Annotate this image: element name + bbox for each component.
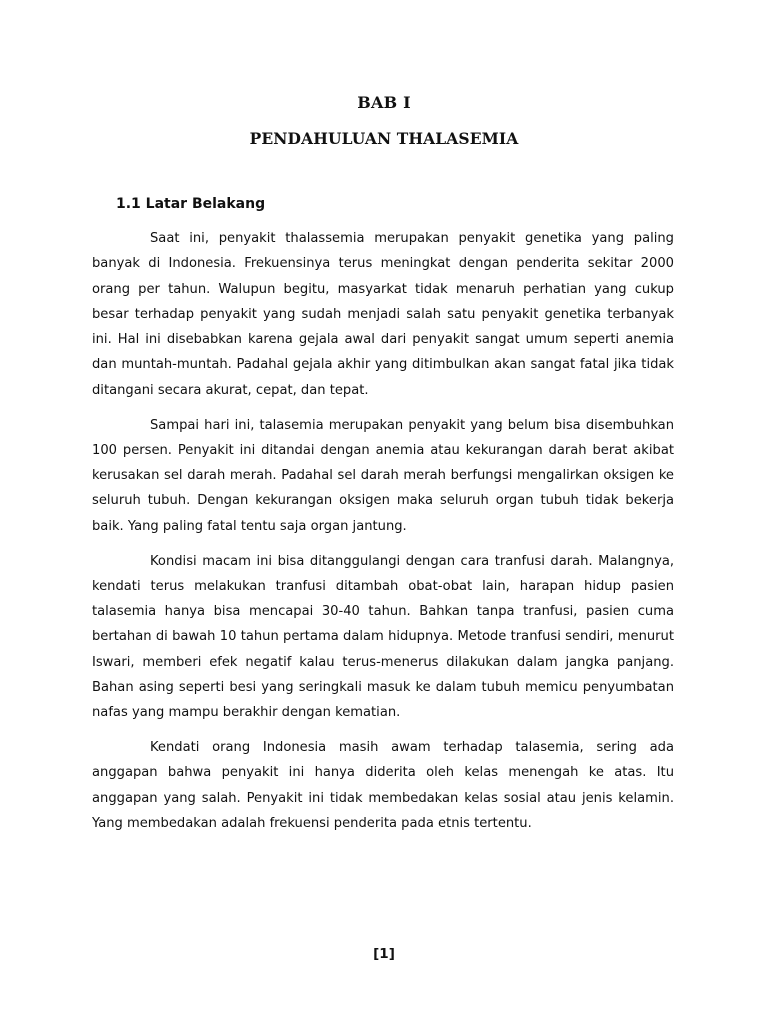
page-number: [1] [373,946,395,962]
paragraph: Saat ini, penyakit thalassemia merupakan penyakit genetika yang paling banyak di Indonesia. Frekuensinya terus meningkat dengan penderita sekitar 2000 orang per tahun. Walupun begitu, masyarkat tidak menaruh perhatian yang cukup besar terhadap penyakit yang sudah menjadi salah satu penyakit genetika terbanyak ini. Hal ini disebabkan karena gejala awal dari penyakit sangat umum seperti anemia dan muntah-muntah. Padahal gejala akhir yang ditimbulkan akan sangat fatal jika tidak ditangani secara akurat, cepat, dan tepat. [92,231,674,398]
section-heading: 1.1 Latar Belakang [116,196,266,212]
paragraph: Sampai hari ini, talasemia merupakan penyakit yang belum bisa disembuhkan 100 persen. Penyakit ini ditandai dengan anemia atau kekurangan darah berat akibat kerusakan sel darah merah. Padahal sel darah merah berfungsi mengalirkan oksigen ke seluruh tubuh. Dengan kekurangan oksigen maka seluruh organ tubuh tidak bekerja baik. Yang paling fatal tentu saja organ jantung. [92,417,674,534]
chapter-label: BAB I [357,93,411,112]
paragraph: Kondisi macam ini bisa ditanggulangi dengan cara tranfusi darah. Malangnya, kendati terus melakukan tranfusi ditambah obat-obat lain, harapan hidup pasien talasemia hanya bisa mencapai 30-40 tahun. Bahkan tanpa tranfusi, pasien cuma bertahan di bawah 10 tahun pertama dalam hidupnya. Metode tranfusi sendiri, menurut Iswari, memberi efek negatif kalau terus-menerus dilakukan dalam jangka panjang. Bahan asing seperti besi yang seringkali masuk ke dalam tubuh memicu penyumbatan nafas yang mampu berakhir dengan kematian. [92,553,674,721]
chapter-title: PENDAHULUAN THALASEMIA [249,129,519,148]
paragraph: Kendati orang Indonesia masih awam terhadap talasemia, sering ada anggapan bahwa penyakit ini hanya diderita oleh kelas menengah ke atas. Itu anggapan yang salah. Penyakit ini tidak membedakan kelas sosial atau jenis kelamin. Yang membedakan adalah frekuensi penderita pada etnis tertentu. [92,740,674,832]
body-text [92,226,674,846]
